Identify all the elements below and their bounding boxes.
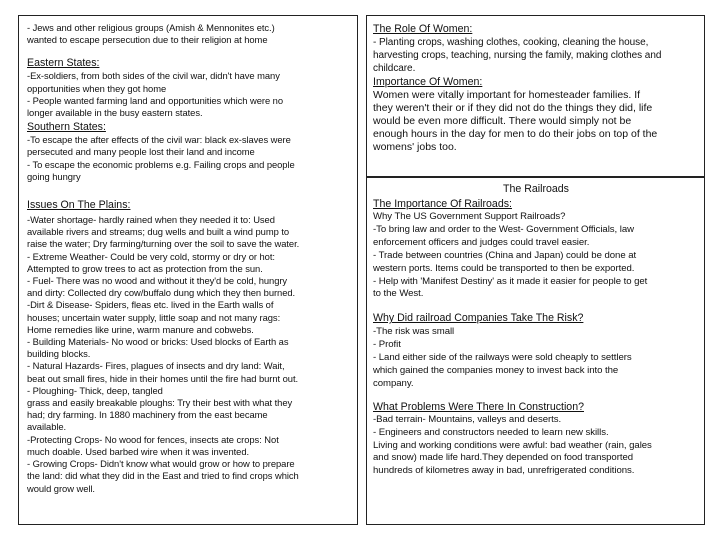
role-of-women-heading: The Role Of Women: — [373, 23, 473, 35]
construction-problems-heading: What Problems Were There In Construction? — [373, 401, 584, 414]
construction-problems-text: -Bad terrain- Mountains, valleys and deserts. - Engineers and constructors needed to learn new skills. Living and working conditions were awful: bad weather (rain, gales and snow) made life hard.They depended on food transported hundreds of kilometres away in bad, unrefrigerated conditions. — [373, 414, 652, 477]
eastern-states-text: -Ex-soldiers, from both sides of the civil war, didn't have many opportunities when they got home - People wanted farming land and opportunities which were no longer available in the busy eastern states. — [27, 70, 284, 119]
role-of-women-text: - Planting crops, washing clothes, cooking, cleaning the house, harvesting crops, teaching, nursing the family, making clothes and childcare. — [373, 37, 662, 75]
railroad-risk-heading: Why Did railroad Companies Take The Risk? — [373, 312, 584, 325]
importance-of-women-heading: Importance Of Women: — [373, 75, 483, 88]
railroads-panel — [366, 177, 705, 525]
government-support-text: Why The US Government Support Railroads? -To bring law and order to the West- Government Officials, law enforcement officers and judges could travel easier. - Trade between countries (China and Japan) could be done at western ports. Items could be transported to then be exported. - Help with 'Manifest Destiny' as it made it easier for people to get to the West. — [373, 211, 648, 300]
southern-states-heading: Southern States: — [27, 121, 106, 134]
railroads-heading: The Railroads — [503, 183, 569, 195]
left-panel — [18, 15, 358, 525]
railroad-risk-text: -The risk was small - Profit - Land either side of the railways were sold cheaply to settlers which gained the companies money to invest back into the company. — [373, 326, 632, 390]
issues-on-plains-heading: Issues On The Plains: — [27, 199, 131, 212]
importance-of-women-text: Women were vitally important for homesteader families. If they weren't their or if they did not do the things they did, life would be even more difficult. There would simply not be enough hours in the day for men to do their jobs on top of the womens' jobs too. — [373, 88, 658, 153]
eastern-states-heading: Eastern States: — [27, 57, 100, 70]
importance-of-railroads-heading: The Importance Of Railroads: — [373, 198, 512, 210]
issues-on-plains-text: -Water shortage- hardly rained when they needed it to: Used available rivers and streams; dug wells and built a wind pump to raise the water; Dry farming/turning over the soil to save the water. - Extreme Weather- Could be very cold, stormy or dry or hot: Attempted to grow trees to act as protection from the sun. - Fuel- There was no wood and without it they'd be cold, hungry and dirty: Collected dry cow/buffalo dung which they then burned. -Dirt & Disease- Spiders, fleas etc. lived in the Earth walls of houses; uncertain water supply, little soap and not many rags: Home remedies like urine, warm manure and cobwebs. - Building Materials- No wood or bricks: Used blocks of Earth as building blocks. - Natural Hazards- Fires, plagues of insects and dry land: Wait, beat out small fires, hide in their homes until the fire had burnt out. - Ploughing- Thick, deep, tangled grass and easily breakable ploughs: Try their best with what they had; dry farming. In 1880 machinery from the east became available. -Protecting Crops- No wood for fences, insects ate crops: Not much doable. Used barbed wire when it was invented. - Growing Crops- Didn't know what would grow or how to prepare the land: did what they did in the East and tried to find crops which would grow well. — [27, 214, 300, 494]
intro-text: - Jews and other religious groups (Amish & Mennonites etc.) wanted to escape persecution due to their religion at home — [27, 22, 275, 46]
women-panel — [366, 15, 705, 177]
southern-states-text: -To escape the after effects of the civil war: black ex-slaves were persecuted and many people lost their land and income - To escape the economic problems e.g. Failing crops and people going hungry — [27, 134, 295, 182]
